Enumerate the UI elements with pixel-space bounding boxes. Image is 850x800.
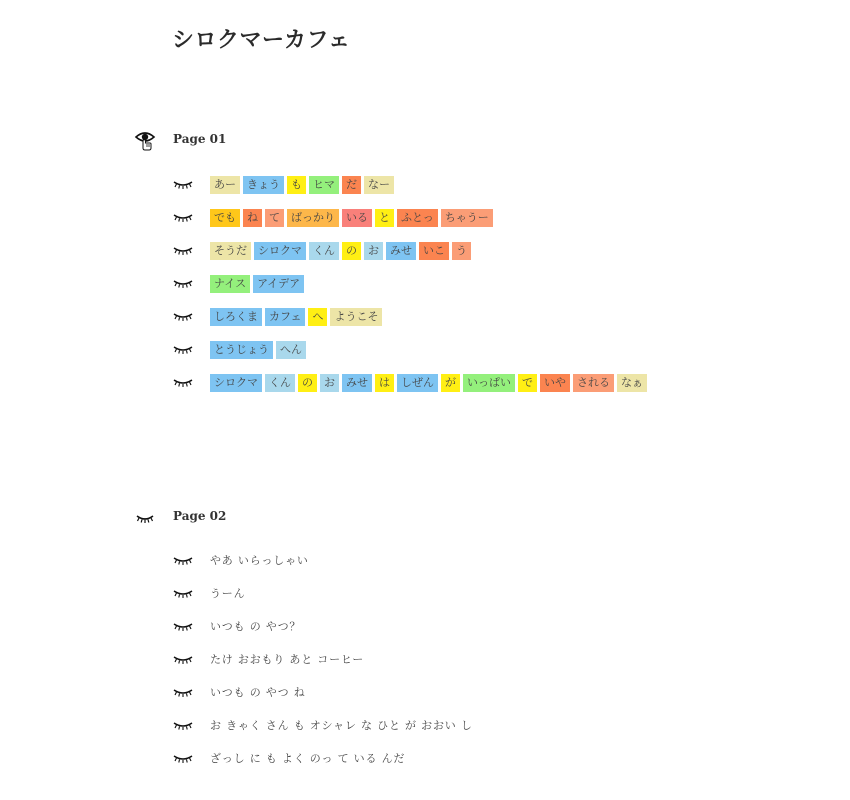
sentence-row — [172, 308, 382, 326]
closed-eye-icon[interactable] — [172, 277, 194, 291]
site-title: シロクマーカフェ — [172, 28, 351, 53]
closed-eye-icon[interactable] — [172, 653, 194, 667]
word-token[interactable]: お — [320, 374, 339, 392]
sentence-row — [172, 684, 306, 702]
sentence-text: うーん — [210, 587, 246, 600]
word-token[interactable]: カフェ — [265, 308, 305, 326]
word-token[interactable]: なぁ — [617, 374, 647, 392]
word-token[interactable]: で — [518, 374, 537, 392]
sentence-row — [172, 651, 364, 669]
word-token[interactable]: は — [375, 374, 394, 392]
word-token[interactable]: へ — [308, 308, 327, 326]
page-01-heading: Page 01 — [173, 132, 227, 146]
word-token[interactable]: みせ — [342, 374, 372, 392]
word-token[interactable]: しろくま — [210, 308, 262, 326]
word-token[interactable]: きょう — [243, 176, 284, 194]
word-token[interactable]: くん — [309, 242, 339, 260]
word-token[interactable]: ちゃうー — [441, 209, 493, 227]
sentence-text: やあ いらっしゃい — [210, 554, 309, 567]
sentence-row — [172, 242, 471, 260]
word-token[interactable]: アイデア — [253, 275, 304, 293]
word-token[interactable]: なー — [364, 176, 394, 194]
closed-eye-icon[interactable] — [172, 752, 194, 766]
token-list — [210, 374, 647, 392]
word-token[interactable]: う — [452, 242, 471, 260]
word-token[interactable]: て — [265, 209, 284, 227]
closed-eye-icon[interactable] — [172, 310, 194, 324]
sentence-row — [172, 618, 301, 636]
word-token[interactable]: いこ — [419, 242, 449, 260]
token-list — [210, 341, 306, 359]
word-token[interactable]: へん — [276, 341, 306, 359]
word-token[interactable]: あー — [210, 176, 240, 194]
word-token[interactable]: だ — [342, 176, 361, 194]
word-token[interactable]: の — [342, 242, 361, 260]
word-token[interactable]: ね — [243, 209, 262, 227]
sentence-text: ざっし に も よく のっ て いる んだ — [210, 752, 406, 765]
word-token[interactable]: も — [287, 176, 306, 194]
sentence-row — [172, 750, 405, 768]
closed-eye-icon[interactable] — [172, 719, 194, 733]
word-token[interactable]: くん — [265, 374, 295, 392]
sentence-text: たけ おおもり あと コーヒー — [210, 653, 365, 666]
token-list — [210, 275, 304, 293]
word-token[interactable]: シロクマ — [254, 242, 306, 260]
sentence-row — [172, 341, 306, 359]
sentence-row — [172, 552, 309, 570]
token-list — [210, 176, 394, 194]
word-token[interactable]: いや — [540, 374, 570, 392]
word-token[interactable]: と — [375, 209, 394, 227]
closed-eye-icon[interactable] — [172, 554, 194, 568]
closed-eye-icon[interactable] — [172, 211, 194, 225]
word-token[interactable]: みせ — [386, 242, 416, 260]
sentence-text: いつも の やつ ね — [210, 686, 306, 699]
sentence-text: お きゃく さん も オシャレ な ひと が おおい し — [210, 719, 473, 732]
sentence-text: いつも の やつ？ — [210, 620, 302, 633]
word-token[interactable]: ヒマ — [309, 176, 339, 194]
word-token[interactable]: ナイス — [210, 275, 250, 293]
word-token[interactable]: シロクマ — [210, 374, 262, 392]
word-token[interactable]: ようこそ — [330, 308, 382, 326]
token-list — [210, 308, 382, 326]
word-token[interactable]: とうじょう — [210, 341, 273, 359]
word-token[interactable]: お — [364, 242, 383, 260]
token-list — [210, 242, 471, 260]
word-token[interactable]: いる — [342, 209, 372, 227]
word-token[interactable]: ふとっ — [397, 209, 438, 227]
sentence-row — [172, 585, 245, 603]
closed-eye-icon[interactable] — [172, 587, 194, 601]
word-token[interactable]: が — [441, 374, 460, 392]
sentence-row — [172, 209, 493, 227]
word-token[interactable]: しぜん — [397, 374, 438, 392]
word-token[interactable]: そうだ — [210, 242, 251, 260]
page-02-heading: Page 02 — [173, 509, 227, 523]
token-list — [210, 209, 493, 227]
word-token[interactable]: される — [573, 374, 614, 392]
sentence-row — [172, 275, 304, 293]
closed-eye-icon[interactable] — [134, 508, 156, 530]
word-token[interactable]: の — [298, 374, 317, 392]
word-token[interactable]: ばっかり — [287, 209, 339, 227]
word-token[interactable]: でも — [210, 209, 240, 227]
closed-eye-icon[interactable] — [172, 178, 194, 192]
word-token[interactable]: いっぱい — [463, 374, 515, 392]
sentence-row — [172, 717, 473, 735]
eye-open-icon[interactable] — [134, 129, 156, 151]
closed-eye-icon[interactable] — [172, 244, 194, 258]
closed-eye-icon[interactable] — [172, 686, 194, 700]
closed-eye-icon[interactable] — [172, 343, 194, 357]
sentence-row — [172, 176, 394, 194]
closed-eye-icon[interactable] — [172, 620, 194, 634]
closed-eye-icon[interactable] — [172, 376, 194, 390]
sentence-row — [172, 374, 647, 392]
